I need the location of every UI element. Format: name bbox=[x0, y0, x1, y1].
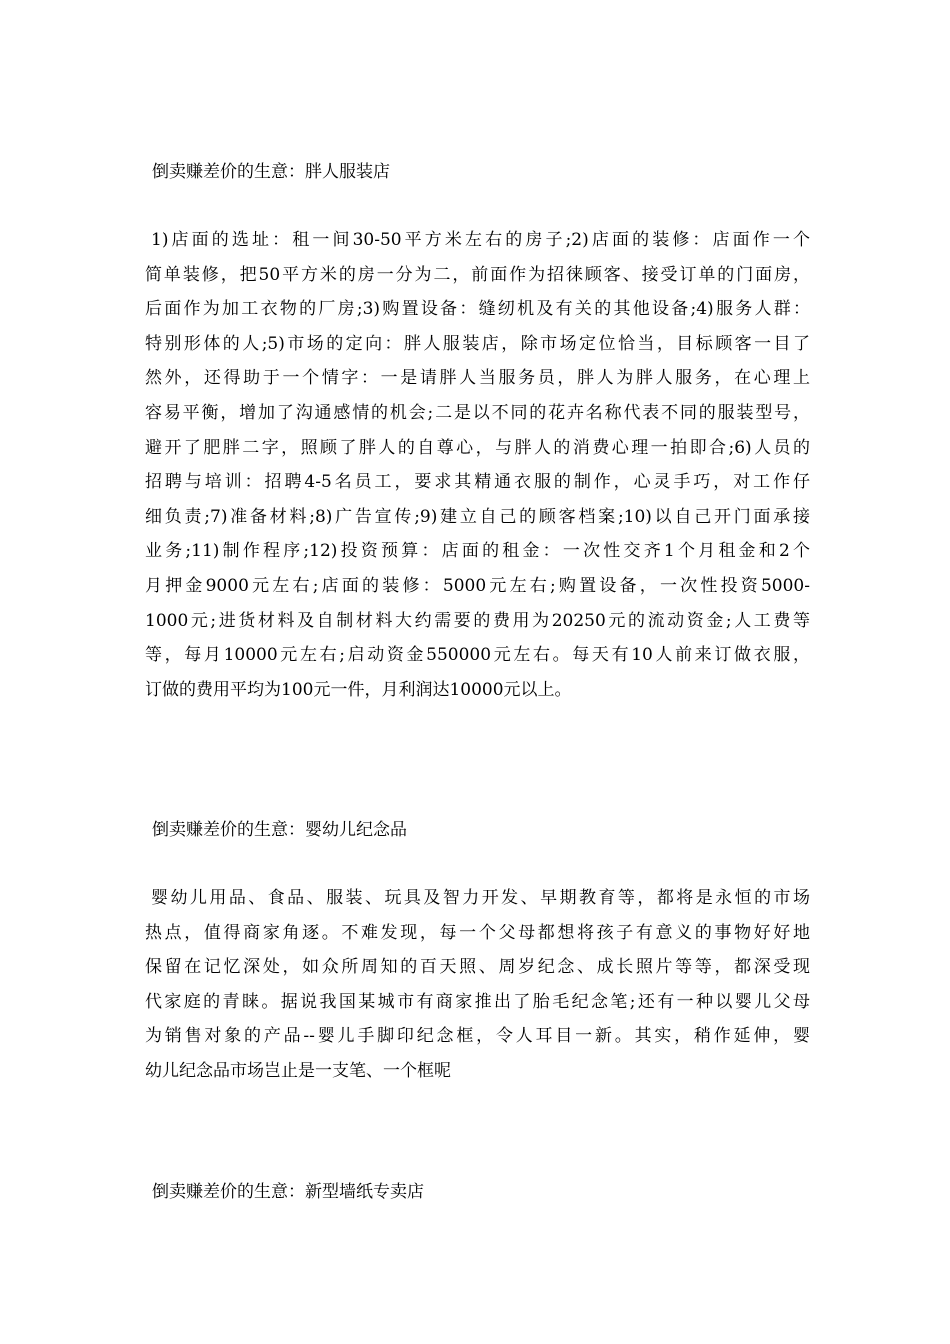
paragraph-line: 细负责;7)准备材料;8)广告宣传;9)建立自己的顾客档案;10)以自己开门面承接 bbox=[145, 506, 810, 527]
section-body-fat-clothing-store bbox=[145, 223, 810, 707]
paragraph-line: 婴幼儿用品、食品、服装、玩具及智力开发、早期教育等，都将是永恒的市场 bbox=[151, 888, 810, 908]
paragraph-line: 1000元;进货材料及自制材料大约需要的费用为20250元的流动资金;人工费等 bbox=[145, 610, 810, 631]
section-body-baby-souvenirs bbox=[145, 881, 810, 1089]
paragraph-line: 招聘与培训：招聘4-5名员工，要求其精通衣服的制作，心灵手巧，对工作仔 bbox=[145, 472, 810, 493]
paragraph-line: 1)店面的选址：租一间30-50平方米左右的房子;2)店面的装修：店面作一个 bbox=[151, 230, 810, 250]
paragraph-line: 避开了肥胖二字，照顾了胖人的自尊心，与胖人的消费心理一拍即合;6)人员的 bbox=[145, 437, 810, 458]
paragraph-line: 等，每月10000元左右;启动资金550000元左右。每天有10人前来订做衣服， bbox=[145, 645, 810, 666]
paragraph-line: 为销售对象的产品--婴儿手脚印纪念框，令人耳目一新。其实，稍作延伸，婴 bbox=[145, 1026, 810, 1047]
paragraph-line: 热点，值得商家角逐。不难发现，每一个父母都想将孩子有意义的事物好好地 bbox=[145, 922, 810, 943]
paragraph-line: 代家庭的青睐。据说我国某城市有商家推出了胎毛纪念笔;还有一种以婴儿父母 bbox=[145, 991, 810, 1012]
section-heading-fat-clothing-store: 倒卖赚差价的生意：胖人服装店 bbox=[152, 162, 390, 182]
paragraph-line: 特别形体的人;5)市场的定向：胖人服装店，除市场定位恰当，目标顾客一目了 bbox=[145, 333, 810, 354]
paragraph-line: 简单装修，把50平方米的房一分为二，前面作为招徕顾客、接受订单的门面房， bbox=[145, 264, 810, 285]
paragraph-line: 业务;11)制作程序;12)投资预算：店面的租金：一次性交齐1个月租金和2个 bbox=[145, 541, 810, 562]
paragraph-line: 保留在记忆深处，如众所周知的百天照、周岁纪念、成长照片等等，都深受现 bbox=[145, 957, 810, 978]
paragraph-line: 订做的费用平均为100元一件，月利润达10000元以上。 bbox=[145, 679, 572, 700]
paragraph-line: 月押金9000元左右;店面的装修：5000元左右;购置设备，一次性投资5000- bbox=[145, 575, 810, 596]
section-heading-wallpaper-store: 倒卖赚差价的生意：新型墙纸专卖店 bbox=[152, 1182, 424, 1202]
section-heading-baby-souvenirs: 倒卖赚差价的生意：婴幼儿纪念品 bbox=[152, 820, 407, 840]
paragraph-line: 后面作为加工衣物的厂房;3)购置设备：缝纫机及有关的其他设备;4)服务人群： bbox=[145, 299, 810, 320]
paragraph-line: 容易平衡，增加了沟通感情的机会;二是以不同的花卉名称代表不同的服装型号， bbox=[145, 402, 810, 423]
paragraph-line: 幼儿纪念品市场岂止是一支笔、一个框呢 bbox=[145, 1060, 451, 1081]
paragraph-line: 然外，还得助于一个情字：一是请胖人当服务员，胖人为胖人服务，在心理上 bbox=[145, 368, 810, 389]
